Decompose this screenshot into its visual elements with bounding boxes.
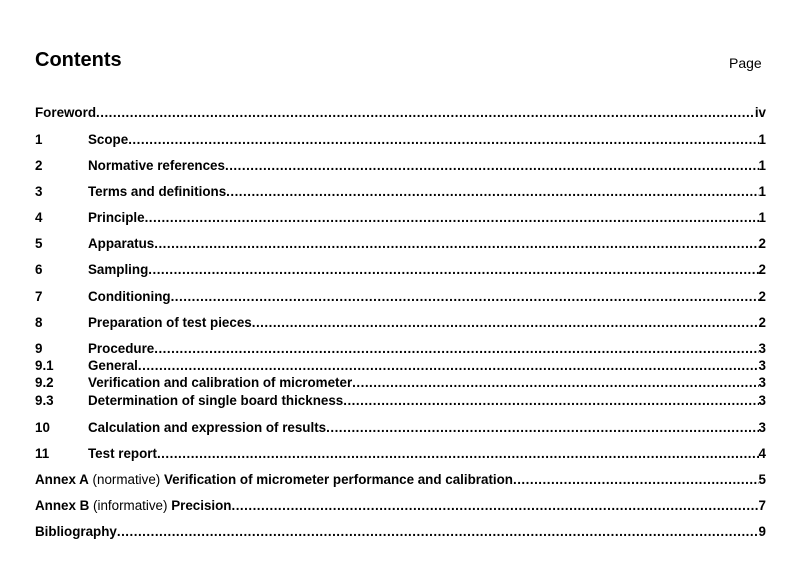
toc-entry-page: 7: [758, 498, 766, 513]
toc-leader-dots: [171, 288, 759, 306]
annex-type-note: (informative): [89, 498, 172, 513]
toc-entry-page: 1: [758, 132, 766, 147]
toc-entry-number: 6: [35, 262, 43, 277]
toc-entry-annex-a[interactable]: [35, 471, 766, 489]
toc-entry-page: 2: [758, 262, 766, 277]
toc-entry-verification-and-calibration[interactable]: [35, 374, 766, 392]
toc-entry-page: 5: [758, 472, 766, 487]
toc-entry-test-report[interactable]: [35, 445, 766, 463]
toc-entry-determination-of-thickness[interactable]: [35, 392, 766, 410]
toc-entry-terms-and-definitions[interactable]: [35, 183, 766, 201]
toc-entry-principle[interactable]: [35, 209, 766, 227]
toc-entry-label: Scope: [88, 132, 129, 147]
toc-leader-dots: [231, 497, 758, 515]
toc-entry-page: 4: [758, 446, 766, 461]
toc-entry-number: 1: [35, 132, 43, 147]
toc-entry-number: 7: [35, 289, 43, 304]
page-column-label: Page: [729, 55, 762, 71]
toc-entry-number: 9: [35, 341, 43, 356]
annex-title: Verification of micrometer performance and calibration: [163, 472, 513, 487]
toc-entry-number: 3: [35, 184, 43, 199]
annex-designation: Annex B: [35, 498, 90, 513]
toc-entry-page: 3: [758, 393, 766, 408]
toc-entry-number: 9.2: [35, 375, 54, 390]
toc-entry-conditioning[interactable]: [35, 288, 766, 306]
toc-entry-annex-b[interactable]: [35, 497, 766, 515]
toc-entry-calculation-and-expression[interactable]: [35, 419, 766, 437]
toc-entry-apparatus[interactable]: [35, 235, 766, 253]
toc-entry-label: Bibliography: [35, 524, 117, 539]
toc-entry-page: 3: [758, 358, 766, 373]
toc-entry-number: 11: [35, 446, 50, 461]
toc-entry-label: Terms and definitions: [88, 184, 227, 199]
toc-entry-normative-references[interactable]: [35, 157, 766, 175]
toc-entry-label: General: [88, 358, 138, 373]
toc-leader-dots: [128, 131, 758, 149]
toc-entry-label: Foreword: [35, 105, 97, 120]
toc-entry-label: Determination of single board thickness: [88, 393, 344, 408]
toc-entry-page: iv: [754, 105, 766, 120]
toc-entry-sampling[interactable]: [35, 261, 766, 279]
toc-entry-label: Apparatus: [88, 236, 155, 251]
toc-leader-dots: [157, 445, 759, 463]
toc-entry-number: 4: [35, 210, 43, 225]
contents-title: Contents: [35, 49, 122, 71]
toc-entry-page: 1: [758, 184, 766, 199]
toc-entry-label: Verification and calibration of micrometer: [88, 375, 353, 390]
toc-leader-dots: [154, 340, 758, 358]
toc-entry-page: 2: [758, 315, 766, 330]
toc-entry-preparation-of-test-pieces[interactable]: [35, 314, 766, 332]
toc-entry-label: Calculation and expression of results: [88, 420, 327, 435]
toc-entry-page: 9: [758, 524, 766, 539]
toc-entry-page: 2: [758, 236, 766, 251]
toc-entry-number: 9.1: [35, 358, 54, 373]
toc-entry-number: 8: [35, 315, 43, 330]
toc-entry-label: Test report: [88, 446, 157, 461]
toc-entry-page: 3: [758, 420, 766, 435]
toc-leader-dots: [513, 471, 759, 489]
toc-entry-page: 1: [758, 158, 766, 173]
toc-entry-bibliography[interactable]: [35, 523, 766, 541]
toc-leader-dots: [326, 419, 758, 437]
toc-leader-dots: [352, 374, 758, 392]
toc-entry-number: 2: [35, 158, 43, 173]
toc-entry-number: 10: [35, 420, 50, 435]
toc-entry-label: Conditioning: [88, 289, 171, 304]
toc-leader-dots: [225, 157, 759, 175]
toc-leader-dots: [252, 314, 759, 332]
toc-entry-number: 5: [35, 236, 43, 251]
toc-entry-label: [35, 471, 513, 489]
toc-entry-scope[interactable]: [35, 131, 766, 149]
toc-entry-foreword[interactable]: [35, 104, 766, 122]
toc-entry-label: Preparation of test pieces: [88, 315, 252, 330]
toc-entry-label: Principle: [88, 210, 145, 225]
toc-entry-general[interactable]: [35, 357, 766, 375]
toc-entry-label: Sampling: [88, 262, 149, 277]
toc-leader-dots: [96, 104, 755, 122]
annex-designation: Annex A: [35, 472, 89, 487]
toc-leader-dots: [138, 357, 759, 375]
toc-entry-page: 1: [758, 210, 766, 225]
toc-entry-number: 9.3: [35, 393, 54, 408]
toc-leader-dots: [343, 392, 758, 410]
toc-entry-page: 3: [758, 375, 766, 390]
toc-entry-page: 2: [758, 289, 766, 304]
toc-leader-dots: [154, 235, 758, 253]
toc-entry-label: Normative references: [88, 158, 225, 173]
toc-entry-label: Procedure: [88, 341, 155, 356]
annex-type-note: (normative): [88, 472, 164, 487]
toc-entry-page: 3: [758, 341, 766, 356]
toc-entry-procedure[interactable]: [35, 340, 766, 358]
annex-title: Precision: [171, 498, 232, 513]
toc-leader-dots: [148, 261, 758, 279]
toc-leader-dots: [226, 183, 758, 201]
toc-entry-label: [35, 497, 231, 515]
toc-leader-dots: [117, 523, 759, 541]
toc-leader-dots: [145, 209, 759, 227]
